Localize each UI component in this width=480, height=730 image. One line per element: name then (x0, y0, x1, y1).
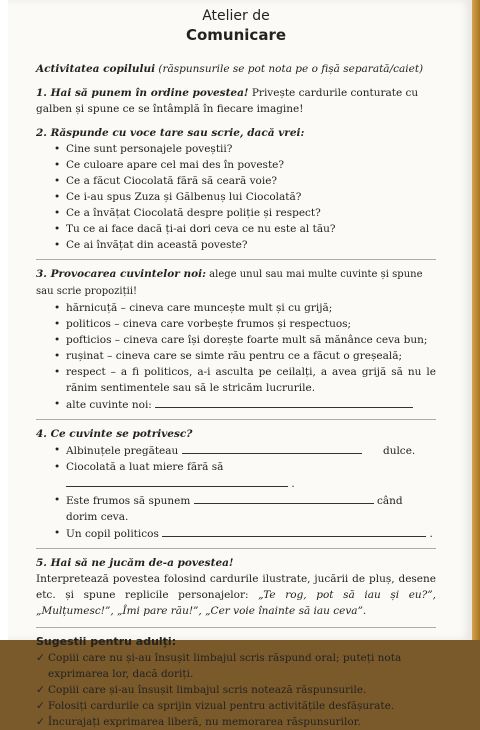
worksheet-page (8, 0, 472, 728)
question-item: • Tu ce ai face dacă ți-ai dori ceva ce nu este al tău? (54, 221, 436, 237)
fill-in-text: Un copil politicos (66, 528, 159, 540)
suggestion-item: ✓ Copiii care și-au însușit limbajul scris notează răspunsurile. (36, 682, 436, 698)
header (36, 8, 436, 45)
question-list (36, 141, 436, 253)
header-line-1: Atelier de (202, 8, 270, 24)
header-title: Comunicare (185, 26, 287, 44)
answer-line[interactable] (66, 475, 288, 487)
vocabulary-item: • hărnicuță – cineva care muncește mult și cu grijă; (54, 300, 436, 316)
suggestions-list (36, 650, 436, 730)
answer-line[interactable] (194, 492, 374, 504)
fill-in-item (54, 442, 436, 459)
vocabulary-list (36, 300, 436, 413)
worksheet-content (36, 0, 436, 730)
section-1-text: Privește cardurile conturate cu galben și spune ce se întâmplă în fiecare imagine! (36, 87, 419, 115)
fill-in-text: . (429, 528, 433, 540)
section-3-title: 3. Provocarea cuvintelor noi: (36, 268, 206, 280)
fill-in-text: Albinuțele pregăteau (66, 445, 179, 457)
fill-in-text: Este frumos să spunem (66, 495, 191, 507)
suggestion-item: ✓ Copiii care nu și-au însușit limbajul scris răspund oral; puteți nota exprimarea lor, dacă doriți. (36, 650, 436, 682)
section-2 (36, 125, 436, 253)
section-5-title: 5. Hai să ne jucăm de-a povestea! (36, 557, 234, 569)
answer-line[interactable] (162, 525, 426, 537)
answer-line[interactable] (155, 396, 413, 408)
intro-note: (răspunsurile se pot nota pe o fișă separată/caiet) (155, 63, 424, 75)
section-4 (36, 426, 436, 542)
question-item: • Ce i-au spus Zuza și Gălbenuș lui Ciocolată? (54, 189, 436, 205)
question-item: • Ce a învățat Ciocolată despre poliție și respect? (54, 205, 436, 221)
section-1-title: 1. Hai să punem în ordine povestea! (36, 87, 249, 99)
section-1 (36, 85, 436, 117)
section-5-quotes: „Te rog, pot să iau și eu?”, „Mulțumesc!”, „Îmi pare rău!”, „Cer voie înainte să iau ceva”. (36, 589, 437, 617)
suggestions (36, 634, 436, 730)
divider (36, 627, 436, 628)
vocabulary-item: • pofticios – cineva care își dorește foarte mult să mănânce ceva bun; (54, 332, 436, 348)
intro-title: Activitatea copilului (36, 63, 156, 75)
suggestions-title: Sugestii pentru adulți: (36, 635, 177, 648)
suggestion-item: ✓ Folosiți cardurile ca sprijin vizual pentru activitățile desfășurate. (36, 698, 436, 714)
vocabulary-item-other (54, 396, 436, 413)
intro (36, 61, 436, 77)
section-5-text: Interpretează povestea folosind cardurile ilustrate, jucării de pluș, desene etc. și spune replicile personajelor: (36, 573, 436, 601)
vocabulary-item: • rușinat – cineva care se simte rău pentru ce a făcut o greșeală; (54, 348, 436, 364)
fill-in-text: Ciocolată a luat miere fără să (66, 461, 224, 473)
fill-in-text: . (291, 478, 295, 490)
page-right-edge (472, 0, 480, 640)
fill-in-item (54, 459, 436, 492)
fill-in-item (54, 525, 436, 542)
fill-in-text: dulce. (382, 445, 416, 457)
suggestion-item: ✓ Încurajați exprimarea liberă, nu memorarea răspunsurilor. (36, 714, 436, 730)
divider (36, 548, 436, 549)
section-3-text: alege unul sau mai multe cuvinte și spune sau scrie propoziții! (36, 269, 423, 297)
section-5-body (36, 571, 436, 619)
question-item: • Cine sunt personajele poveștii? (54, 141, 436, 157)
fill-in-list (36, 442, 436, 542)
vocabulary-item: • politicos – cineva care vorbește frumos și respectuos; (54, 316, 436, 332)
divider (36, 259, 436, 260)
question-item: • Ce ai învățat din această poveste? (54, 237, 436, 253)
question-item: • Ce a făcut Ciocolată fără să ceară voie? (54, 173, 436, 189)
section-5 (36, 555, 436, 619)
section-3 (36, 266, 436, 413)
section-4-title: 4. Ce cuvinte se potrivesc? (36, 428, 193, 440)
divider (36, 419, 436, 420)
fill-in-text: când dorim ceva. (66, 495, 403, 523)
section-2-title: 2. Răspunde cu voce tare sau scrie, dacă vrei: (36, 127, 305, 139)
vocabulary-item: • respect – a fi politicos, a-i asculta pe ceilalți, a avea grijă să nu le rănim sentimentele sau să le stricăm lucrurile. (54, 364, 436, 396)
question-item: • Ce culoare apare cel mai des în poveste? (54, 157, 436, 173)
page-left-edge (0, 0, 8, 640)
other-words-label: alte cuvinte noi: (66, 399, 152, 411)
fill-in-item (54, 492, 436, 525)
answer-line[interactable] (182, 442, 362, 454)
